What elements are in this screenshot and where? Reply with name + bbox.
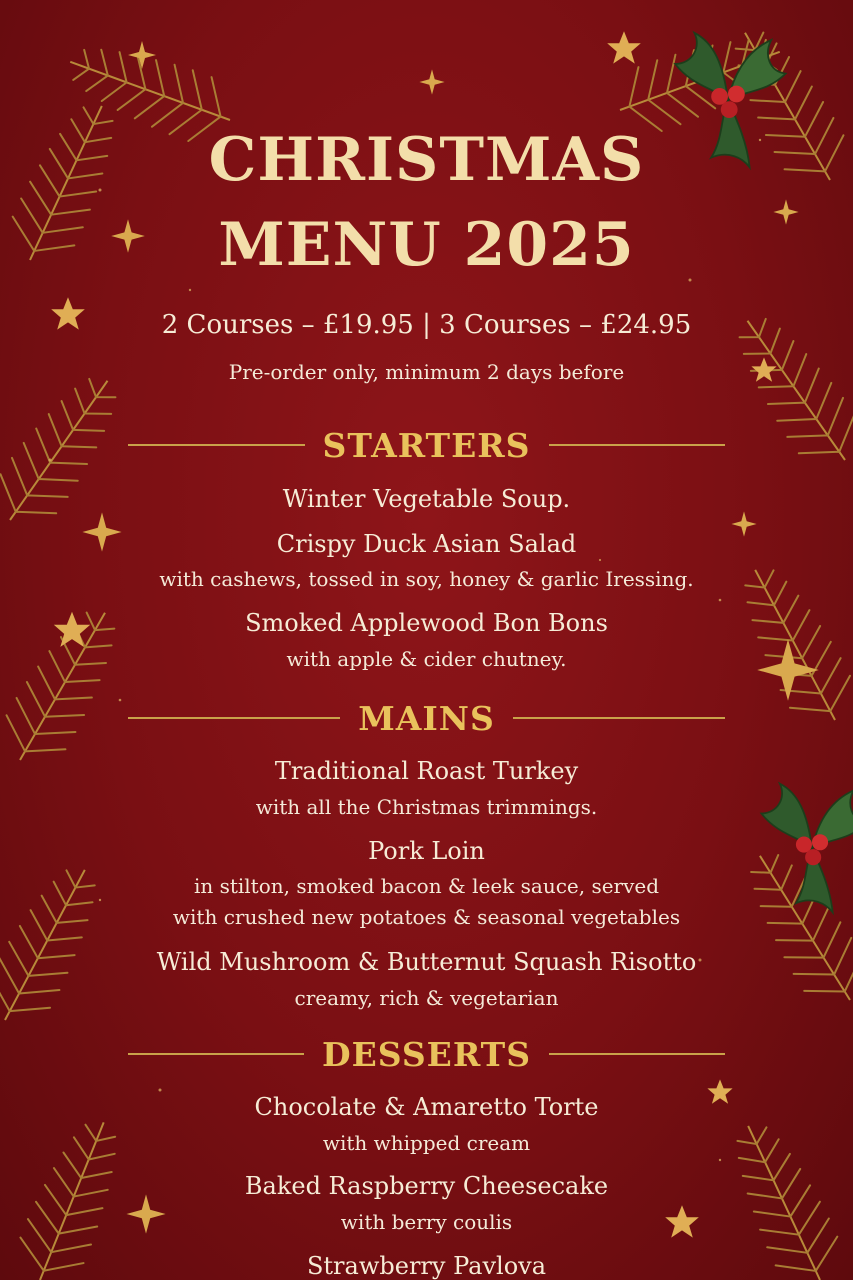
starter-item-desc: with cashews, tossed in soy, honey & garlic Iressing. (159, 567, 694, 591)
starter-item-name: Smoked Applewood Bon Bons (245, 609, 608, 637)
main-item-name: Wild Mushroom & Butternut Squash Risotto (156, 948, 697, 976)
section-mains (128, 698, 725, 738)
main-item-name: Traditional Roast Turkey (274, 757, 579, 785)
divider-line (513, 717, 725, 719)
starter-item-name: Crispy Duck Asian Salad (276, 530, 577, 558)
divider-line (128, 444, 305, 446)
price-info: 2 Courses – £19.95 | 3 Courses – £24.95 (161, 310, 692, 340)
main-item-desc: with all the Christmas trimmings. (255, 795, 598, 819)
starter-item-name: Winter Vegetable Soup. (282, 485, 571, 513)
main-item-name: Pork Loin (368, 837, 485, 865)
divider-line (549, 1053, 725, 1055)
main-item-desc: creamy, rich & vegetarian (294, 986, 559, 1010)
dessert-item-name: Chocolate & Amaretto Torte (254, 1093, 599, 1121)
menu-title-line2: MENU 2025 (218, 210, 635, 280)
dessert-item-name: Baked Raspberry Cheesecake (244, 1172, 609, 1200)
divider-line (128, 717, 340, 719)
divider-line (549, 444, 726, 446)
main-item-desc: with crushed new potatoes & seasonal vegetables (172, 905, 681, 929)
dessert-item-name: Strawberry Pavlova (306, 1252, 547, 1280)
preorder-note: Pre-order only, minimum 2 days before (228, 360, 625, 384)
section-heading-desserts: DESSERTS (321, 1034, 532, 1074)
dessert-item-desc: with whipped cream (322, 1131, 531, 1155)
divider-line (128, 1053, 304, 1055)
section-heading-starters: STARTERS (322, 425, 531, 465)
dessert-item-desc: with berry coulis (340, 1210, 513, 1234)
section-starters (128, 425, 725, 465)
starter-item-desc: with apple & cider chutney. (286, 647, 567, 671)
section-heading-mains: MAINS (358, 698, 495, 738)
main-item-desc: in stilton, smoked bacon & leek sauce, served (193, 874, 660, 898)
menu-title-line1: CHRISTMAS (208, 125, 645, 195)
section-desserts (128, 1034, 725, 1074)
